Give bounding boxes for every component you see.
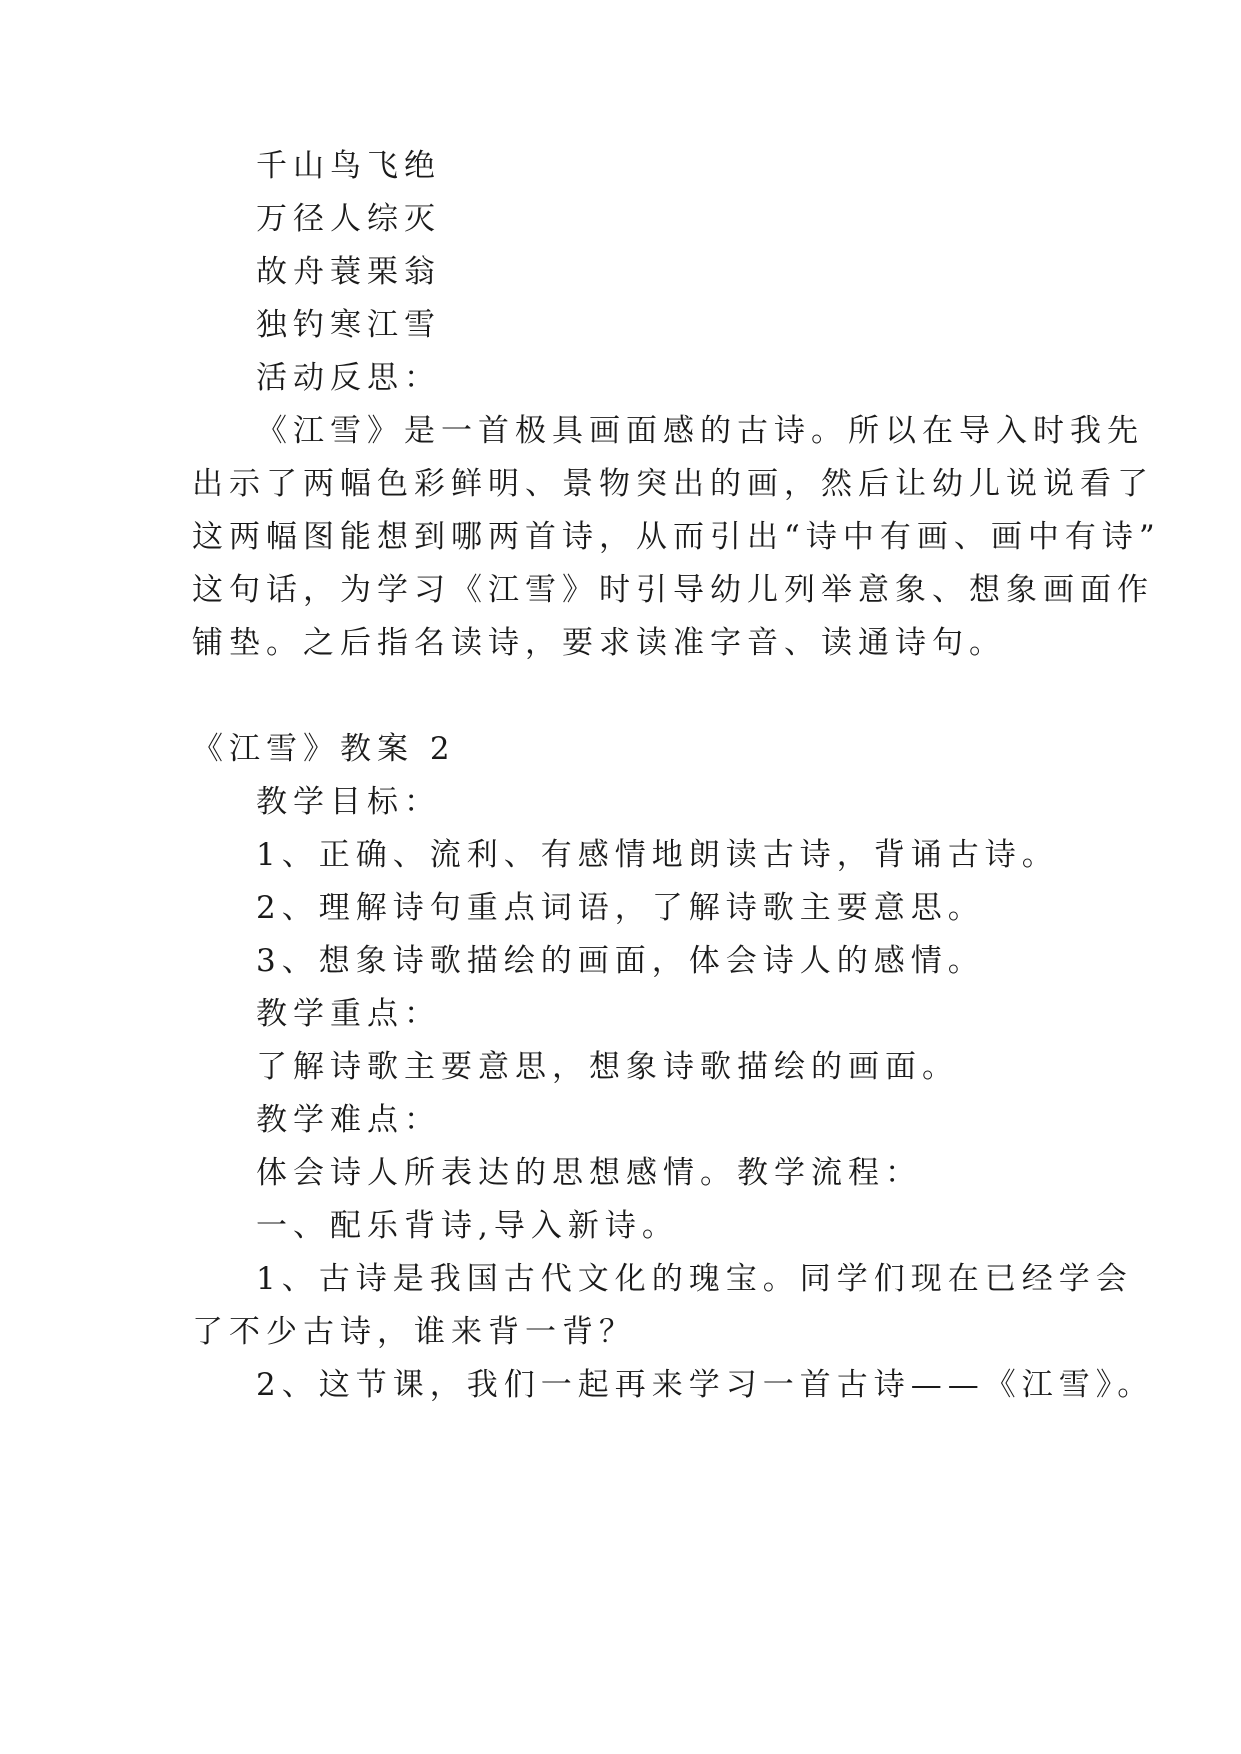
- reflection-paragraph-line: 《江雪》是一首极具画面感的古诗。所以在导入时我先: [256, 413, 1144, 449]
- goal-item: 2、理解诗句重点词语，了解诗歌主要意思。: [256, 890, 985, 926]
- poem-line-4: 独钓寒江雪: [256, 307, 441, 343]
- reflection-paragraph-line: 出示了两幅色彩鲜明、景物突出的画，然后让幼儿说说看了: [192, 466, 1154, 502]
- reflection-paragraph-line: 铺垫。之后指名读诗，要求读准字音、读通诗句。: [192, 625, 1006, 661]
- poem-line-2: 万径人综灭: [256, 201, 441, 237]
- reflection-heading: 活动反思：: [256, 360, 441, 396]
- reflection-paragraph-line: 这两幅图能想到哪两首诗，从而引出“诗中有画、画中有诗”: [192, 519, 1161, 555]
- step-item-line: 1、古诗是我国古代文化的瑰宝。同学们现在已经学会: [256, 1261, 1133, 1297]
- difficulty-text: 体会诗人所表达的思想感情。教学流程：: [256, 1155, 922, 1191]
- lesson-title: 《江雪》教案 2: [192, 731, 456, 767]
- goal-item: 1、正确、流利、有感情地朗读古诗，背诵古诗。: [256, 837, 1059, 873]
- step-item-line: 2、这节课，我们一起再来学习一首古诗——《江雪》。: [256, 1367, 1155, 1403]
- poem-line-3: 故舟蓑栗翁: [256, 254, 441, 290]
- poem-line-1: 千山鸟飞绝: [256, 148, 441, 184]
- reflection-paragraph-line: 这句话，为学习《江雪》时引导幼儿列举意象、想象画面作: [192, 572, 1154, 608]
- key-points-text: 了解诗歌主要意思，想象诗歌描绘的画面。: [256, 1049, 959, 1085]
- difficulty-heading: 教学难点：: [256, 1102, 441, 1138]
- goals-heading: 教学目标：: [256, 784, 441, 820]
- step-item-line: 了不少古诗，谁来背一背？: [192, 1314, 636, 1350]
- goal-item: 3、想象诗歌描绘的画面，体会诗人的感情。: [256, 943, 985, 979]
- step-heading: 一、配乐背诗,导入新诗。: [256, 1208, 679, 1244]
- key-points-heading: 教学重点：: [256, 996, 441, 1032]
